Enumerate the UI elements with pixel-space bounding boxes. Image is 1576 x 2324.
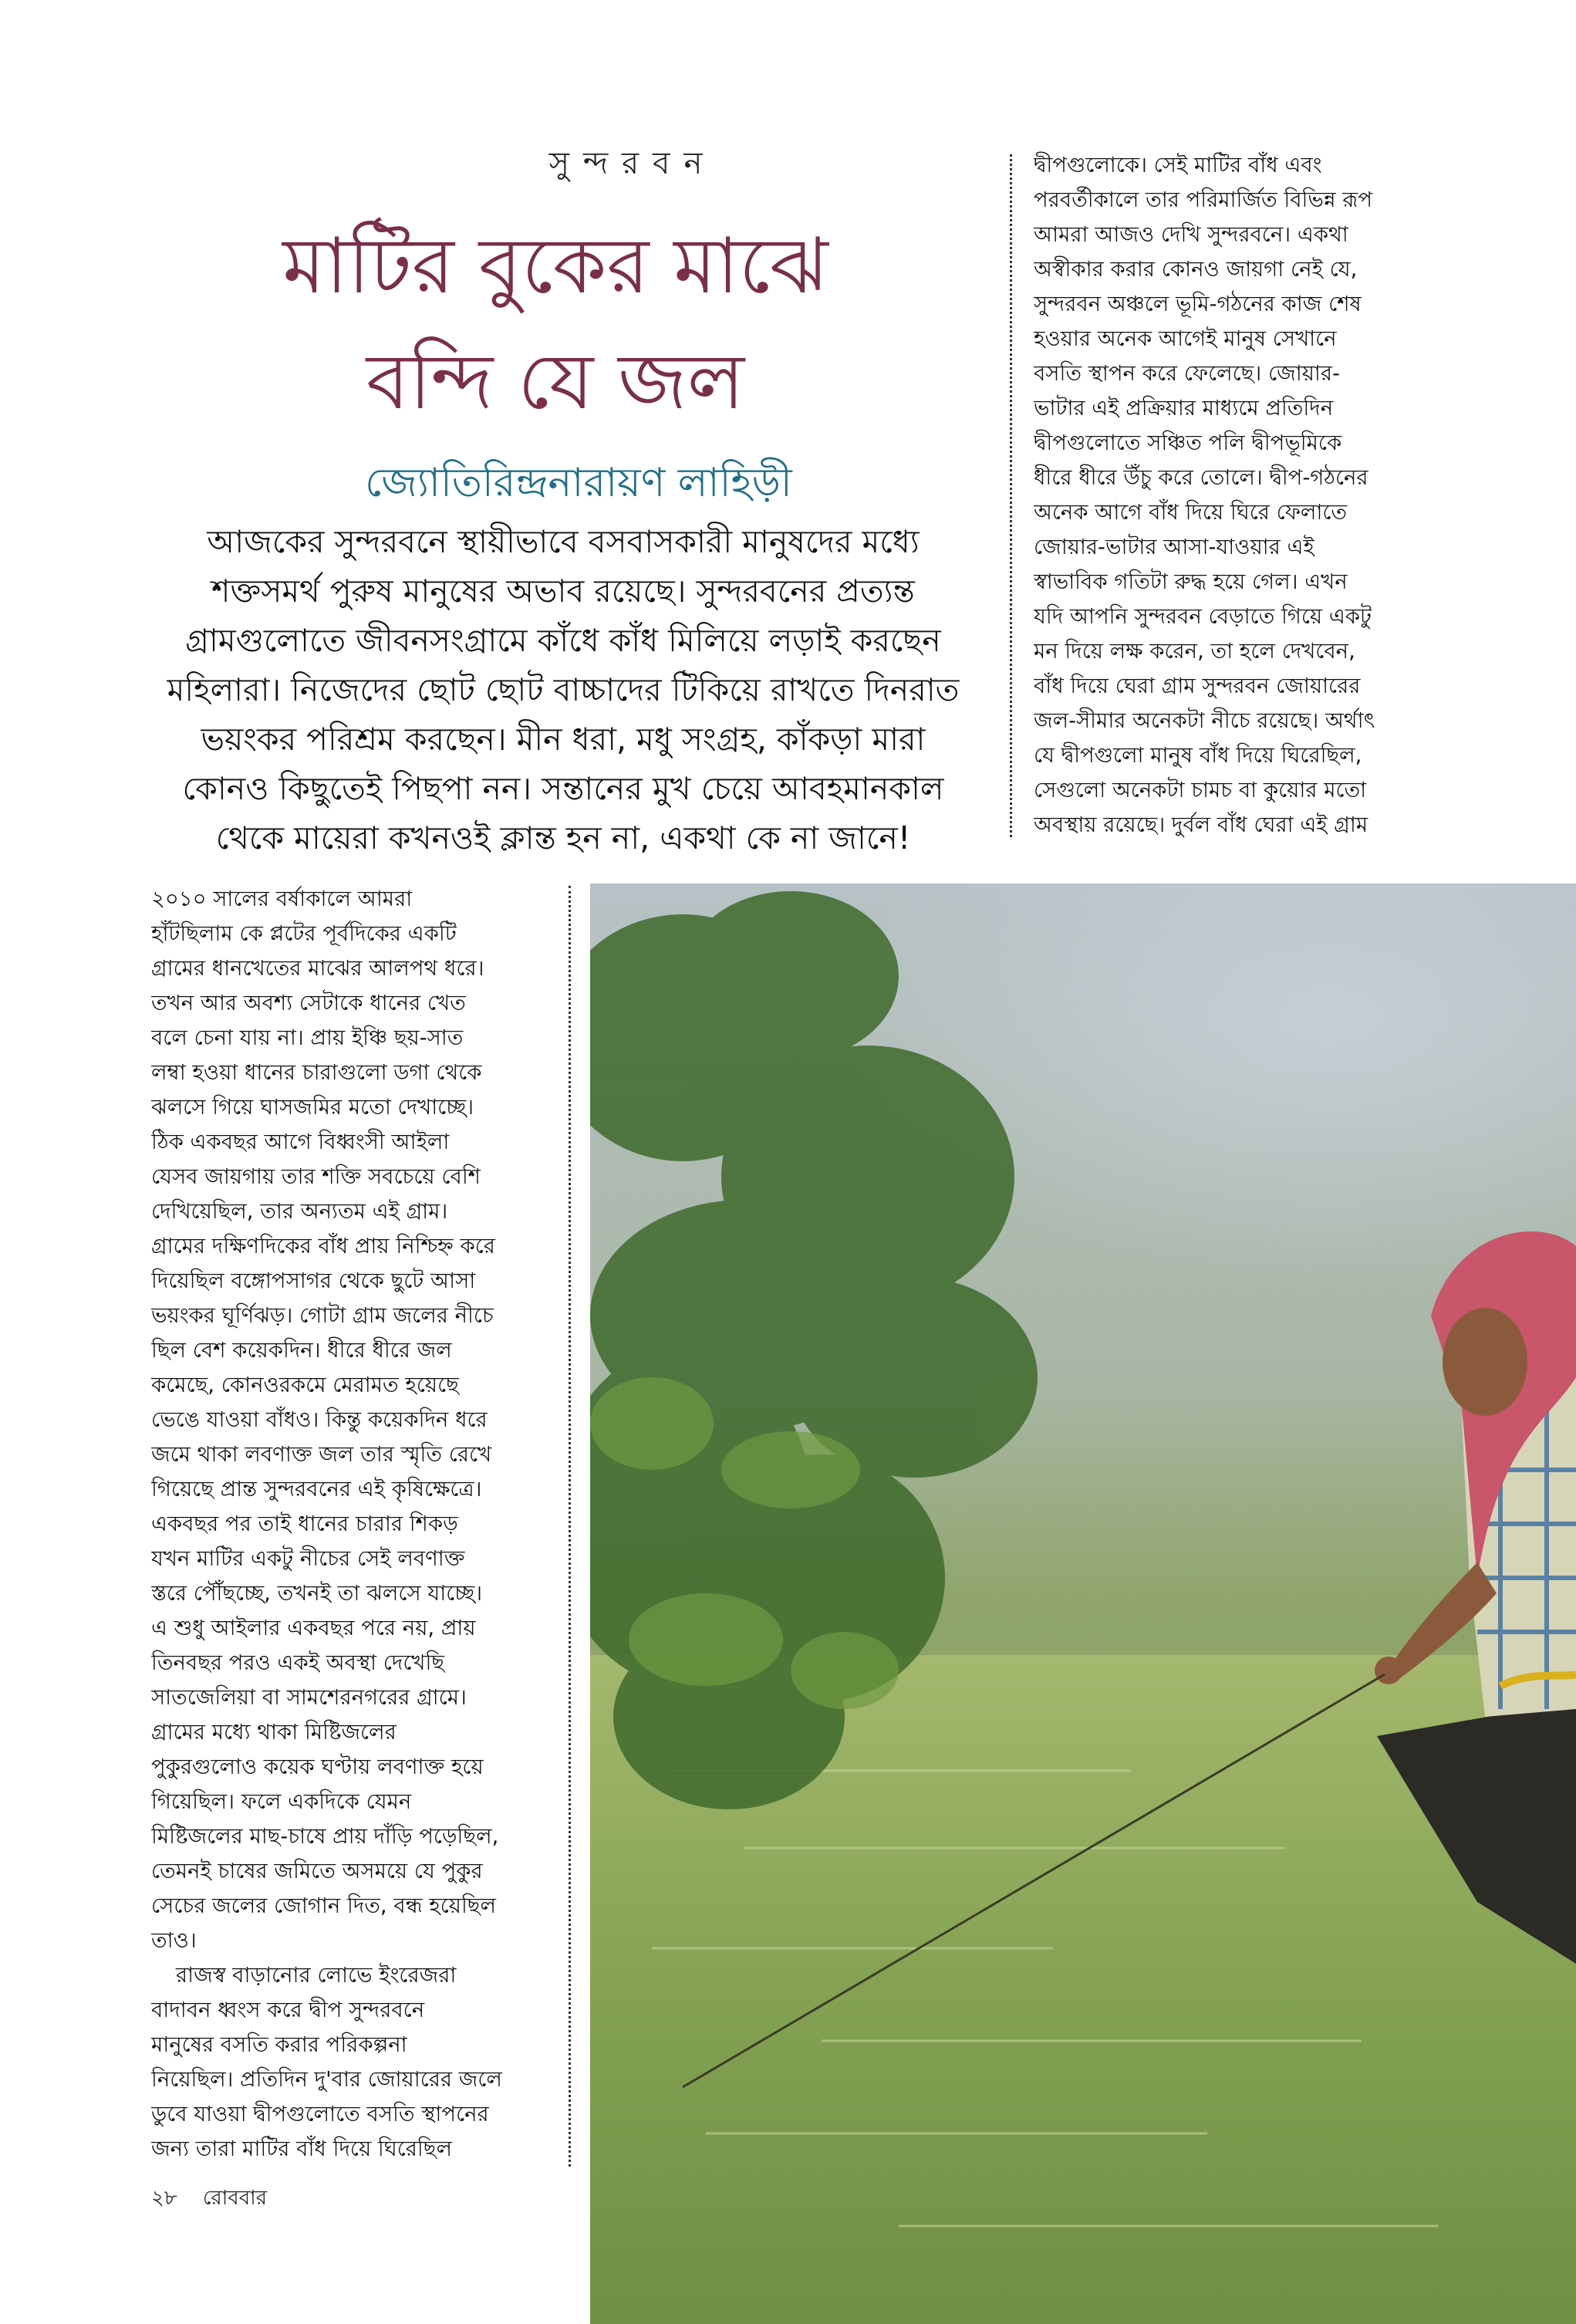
lead-line: গ্রামগুলোতে জীবনসংগ্রামে কাঁধে কাঁধ মিলিয়ে লড়াই করছেন [185,622,941,659]
text-line: দিয়েছিল বঙ্গোপসাগর থেকে ছুটে আসা [151,1268,476,1293]
text-line: তখন আর অবশ্য সেটাকে ধানের খেত [151,991,466,1015]
text-line: হওয়ার অনেক আগেই মানুষ সেখানে [1034,326,1337,351]
text-line: সুন্দরবন অঞ্চলে ভূমি-গঠনের কাজ শেষ [1034,292,1362,316]
text-line: ২০১০ সালের বর্ষাকালে আমরা [151,887,413,911]
text-line: অবস্থায় রয়েছে। দুর্বল বাঁধ ঘেরা এই গ্রাম [1034,812,1368,837]
text-line: জল-সীমার অনেকটা নীচে রয়েছে। অর্থাৎ [1034,708,1375,733]
column-divider-top [1010,154,1012,837]
text-line: ঠিক একবছর আগে বিধ্বংসী আইলা [151,1130,450,1154]
lead-paragraph [154,517,972,863]
page-footer [151,2182,267,2216]
text-line: স্তরে পৌঁছচ্ছে, তখনই তা ঝলসে যাচ্ছে। [151,1581,483,1606]
text-line: ছিল বেশ কয়েকদিন। ধীরে ধীরে জল [151,1338,452,1363]
text-line: নিয়েছিল। প্রতিদিন দু'বার জোয়ারের জলে [151,2067,502,2092]
lead-line: থেকে মায়েরা কখনওই ক্লান্ত হন না, একথা কে না জানে! [215,819,911,856]
text-line: মিষ্টিজলের মাছ-চাষে প্রায় দাঁড়ি পড়েছিল, [151,1824,499,1849]
text-line: গিয়েছিল। ফলে একদিকে যেমন [151,1789,412,1814]
text-line: কমেছে, কোনওরকমে মেরামত হয়েছে [151,1373,459,1397]
text-line: ভাটার এই প্রক্রিয়ার মাধ্যমে প্রতিদিন [1034,396,1334,421]
lead-line: শক্তসমর্থ পুরুষ মানুষের অভাব রয়েছে। সুন্দরবনের প্রত্যন্ত [211,573,915,610]
text-line: হাঁটছিলাম কে প্লটের পূর্বদিকের একটি [151,921,457,946]
lead-line: আজকের সুন্দরবনে স্থায়ীভাবে বসবাসকারী মানুষদের মধ্যে [207,523,920,560]
text-line: যদি আপনি সুন্দরবন বেড়াতে গিয়ে একটু [1034,604,1372,629]
text-line: মন দিয়ে লক্ষ করেন, তা হলে দেখবেন, [1034,639,1355,664]
text-line: স্বাভাবিক গতিটা রুদ্ধ হয়ে গেল। এখন [1034,569,1348,594]
title-line-2: বন্দি যে জল [366,336,745,427]
left-column-text [151,882,545,2167]
text-line: লম্বা হওয়া ধানের চারাগুলো ডগা থেকে [151,1060,482,1085]
right-column-text [1034,148,1435,843]
text-line: ভয়ংকর ঘূর্ণিঝড়। গোটা গ্রাম জলের নীচে [151,1303,494,1328]
text-line: তিনবছর পরও একই অবস্থা দেখেছি [151,1650,445,1675]
text-line: দ্বীপগুলোকে। সেই মাটির বাঁধ এবং [1034,153,1322,177]
text-line: সেচের জলের জোগান দিত, বন্ধ হয়েছিল [151,1893,496,1918]
text-line: ডুবে যাওয়া দ্বীপগুলোতে বসতি স্থাপনের [151,2102,489,2126]
text-line: বাঁধ দিয়ে ঘেরা গ্রাম সুন্দরবন জোয়ারের [1034,674,1361,698]
text-line: মানুষের বসতি করার পরিকল্পনা [151,2032,407,2057]
text-line: এ শুধু আইলার একবছর পরে নয়, প্রায় [151,1616,476,1640]
text-line: অনেক আগে বাঁধ দিয়ে ঘিরে ফেলাতে [1034,500,1348,525]
text-line: ধীরে ধীরে উঁচু করে তোলে। দ্বীপ-গঠনের [1034,465,1368,490]
fisherman-photo [590,883,1576,2324]
text-line: জন্য তারা মাটির বাঁধ দিয়ে ঘিরেছিল [151,2137,452,2161]
text-line: দ্বীপগুলোতে সঞ্চিত পলি দ্বীপভূমিকে [1034,431,1342,455]
text-line: একবছর পর তাই ধানের চারার শিকড় [151,1512,458,1536]
text-line: দেখিয়েছিল, তার অন্যতম এই গ্রাম। [151,1199,448,1224]
text-line: গ্রামের ধানখেতের মাঝের আলপথ ধরে। [151,956,484,981]
text-line: আমরা আজও দেখি সুন্দরবনে। একথা [1034,222,1348,247]
text-line: ঝলসে গিয়ে ঘাসজমির মতো দেখাচ্ছে। [151,1095,474,1120]
text-line: যেসব জায়গায় তার শক্তি সবচেয়ে বেশি [151,1164,481,1189]
article-title [185,208,926,440]
lead-line: কোনও কিছুতেই পিছপা নন। সন্তানের মুখ চেয়ে আবহমানকাল [182,770,944,807]
lead-line: ভয়ংকর পরিশ্রম করছেন। মীন ধরা, মধু সংগ্রহ, কাঁকড়া মারা [201,721,926,758]
text-line: ভেঙে যাওয়া বাঁধও। কিন্তু কয়েকদিন ধরে [151,1407,488,1432]
text-line: জমে থাকা লবণাক্ত জল তার স্মৃতি রেখে [151,1442,492,1467]
text-line: যখন মাটির একটু নীচের সেই লবণাক্ত [151,1546,465,1571]
section-tag: সুন্দরবন [548,146,717,181]
text-line: গ্রামের দক্ষিণদিকের বাঁধ প্রায় নিশ্চিহ্ন করে [151,1234,495,1258]
text-line: সাতজেলিয়া বা সামশেরনগরের গ্রামে। [151,1685,467,1710]
text-line: বলে চেনা যায় না। প্রায় ইঞ্চি ছয়-সাত [151,1025,464,1050]
lead-line: মহিলারা। নিজেদের ছোট ছোট বাচ্চাদের টিকিয়ে রাখতে দিনরাত [167,671,960,708]
text-line: বসতি স্থাপন করে ফেলেছে। জোয়ার- [1034,361,1340,386]
text-line: গিয়েছে প্রান্ত সুন্দরবনের এই কৃষিক্ষেত্রে। [151,1477,482,1501]
text-line: পরবর্তীকালে তার পরিমার্জিত বিভিন্ন রূপ [1034,187,1372,212]
text-line: রাজস্ব বাড়ানোর লোভে ইংরেজরা [176,1963,457,1988]
text-line: জোয়ার-ভাটার আসা-যাওয়ার এই [1034,535,1314,559]
text-line: সেগুলো অনেকটা চামচ বা কুয়োর মতো [1034,778,1367,802]
text-line: অস্বীকার করার কোনও জায়গা নেই যে, [1034,257,1358,282]
author-byline: জ্যোতিরিন্দ্রনারায়ণ লাহিড়ী [365,460,792,506]
text-line: পুকুরগুলোও কয়েক ঘণ্টায় লবণাক্ত হয়ে [151,1755,484,1779]
text-line: তাও। [151,1928,197,1953]
magazine-name: রোববার [202,2187,268,2210]
text-line: যে দ্বীপগুলো মানুষ বাঁধ দিয়ে ঘিরেছিল, [1034,743,1362,768]
column-divider-left [569,886,571,2167]
title-line-1: মাটির বুকের মাঝে [282,221,828,311]
text-line: গ্রামের মধ্যে থাকা মিষ্টিজলের [151,1720,397,1745]
text-line: তেমনই চাষের জমিতে অসময়ে যে পুকুর [151,1859,483,1883]
text-line: বাদাবন ধ্বংস করে দ্বীপ সুন্দরবনে [151,1998,425,2022]
page-number: ২৮ [151,2187,177,2210]
